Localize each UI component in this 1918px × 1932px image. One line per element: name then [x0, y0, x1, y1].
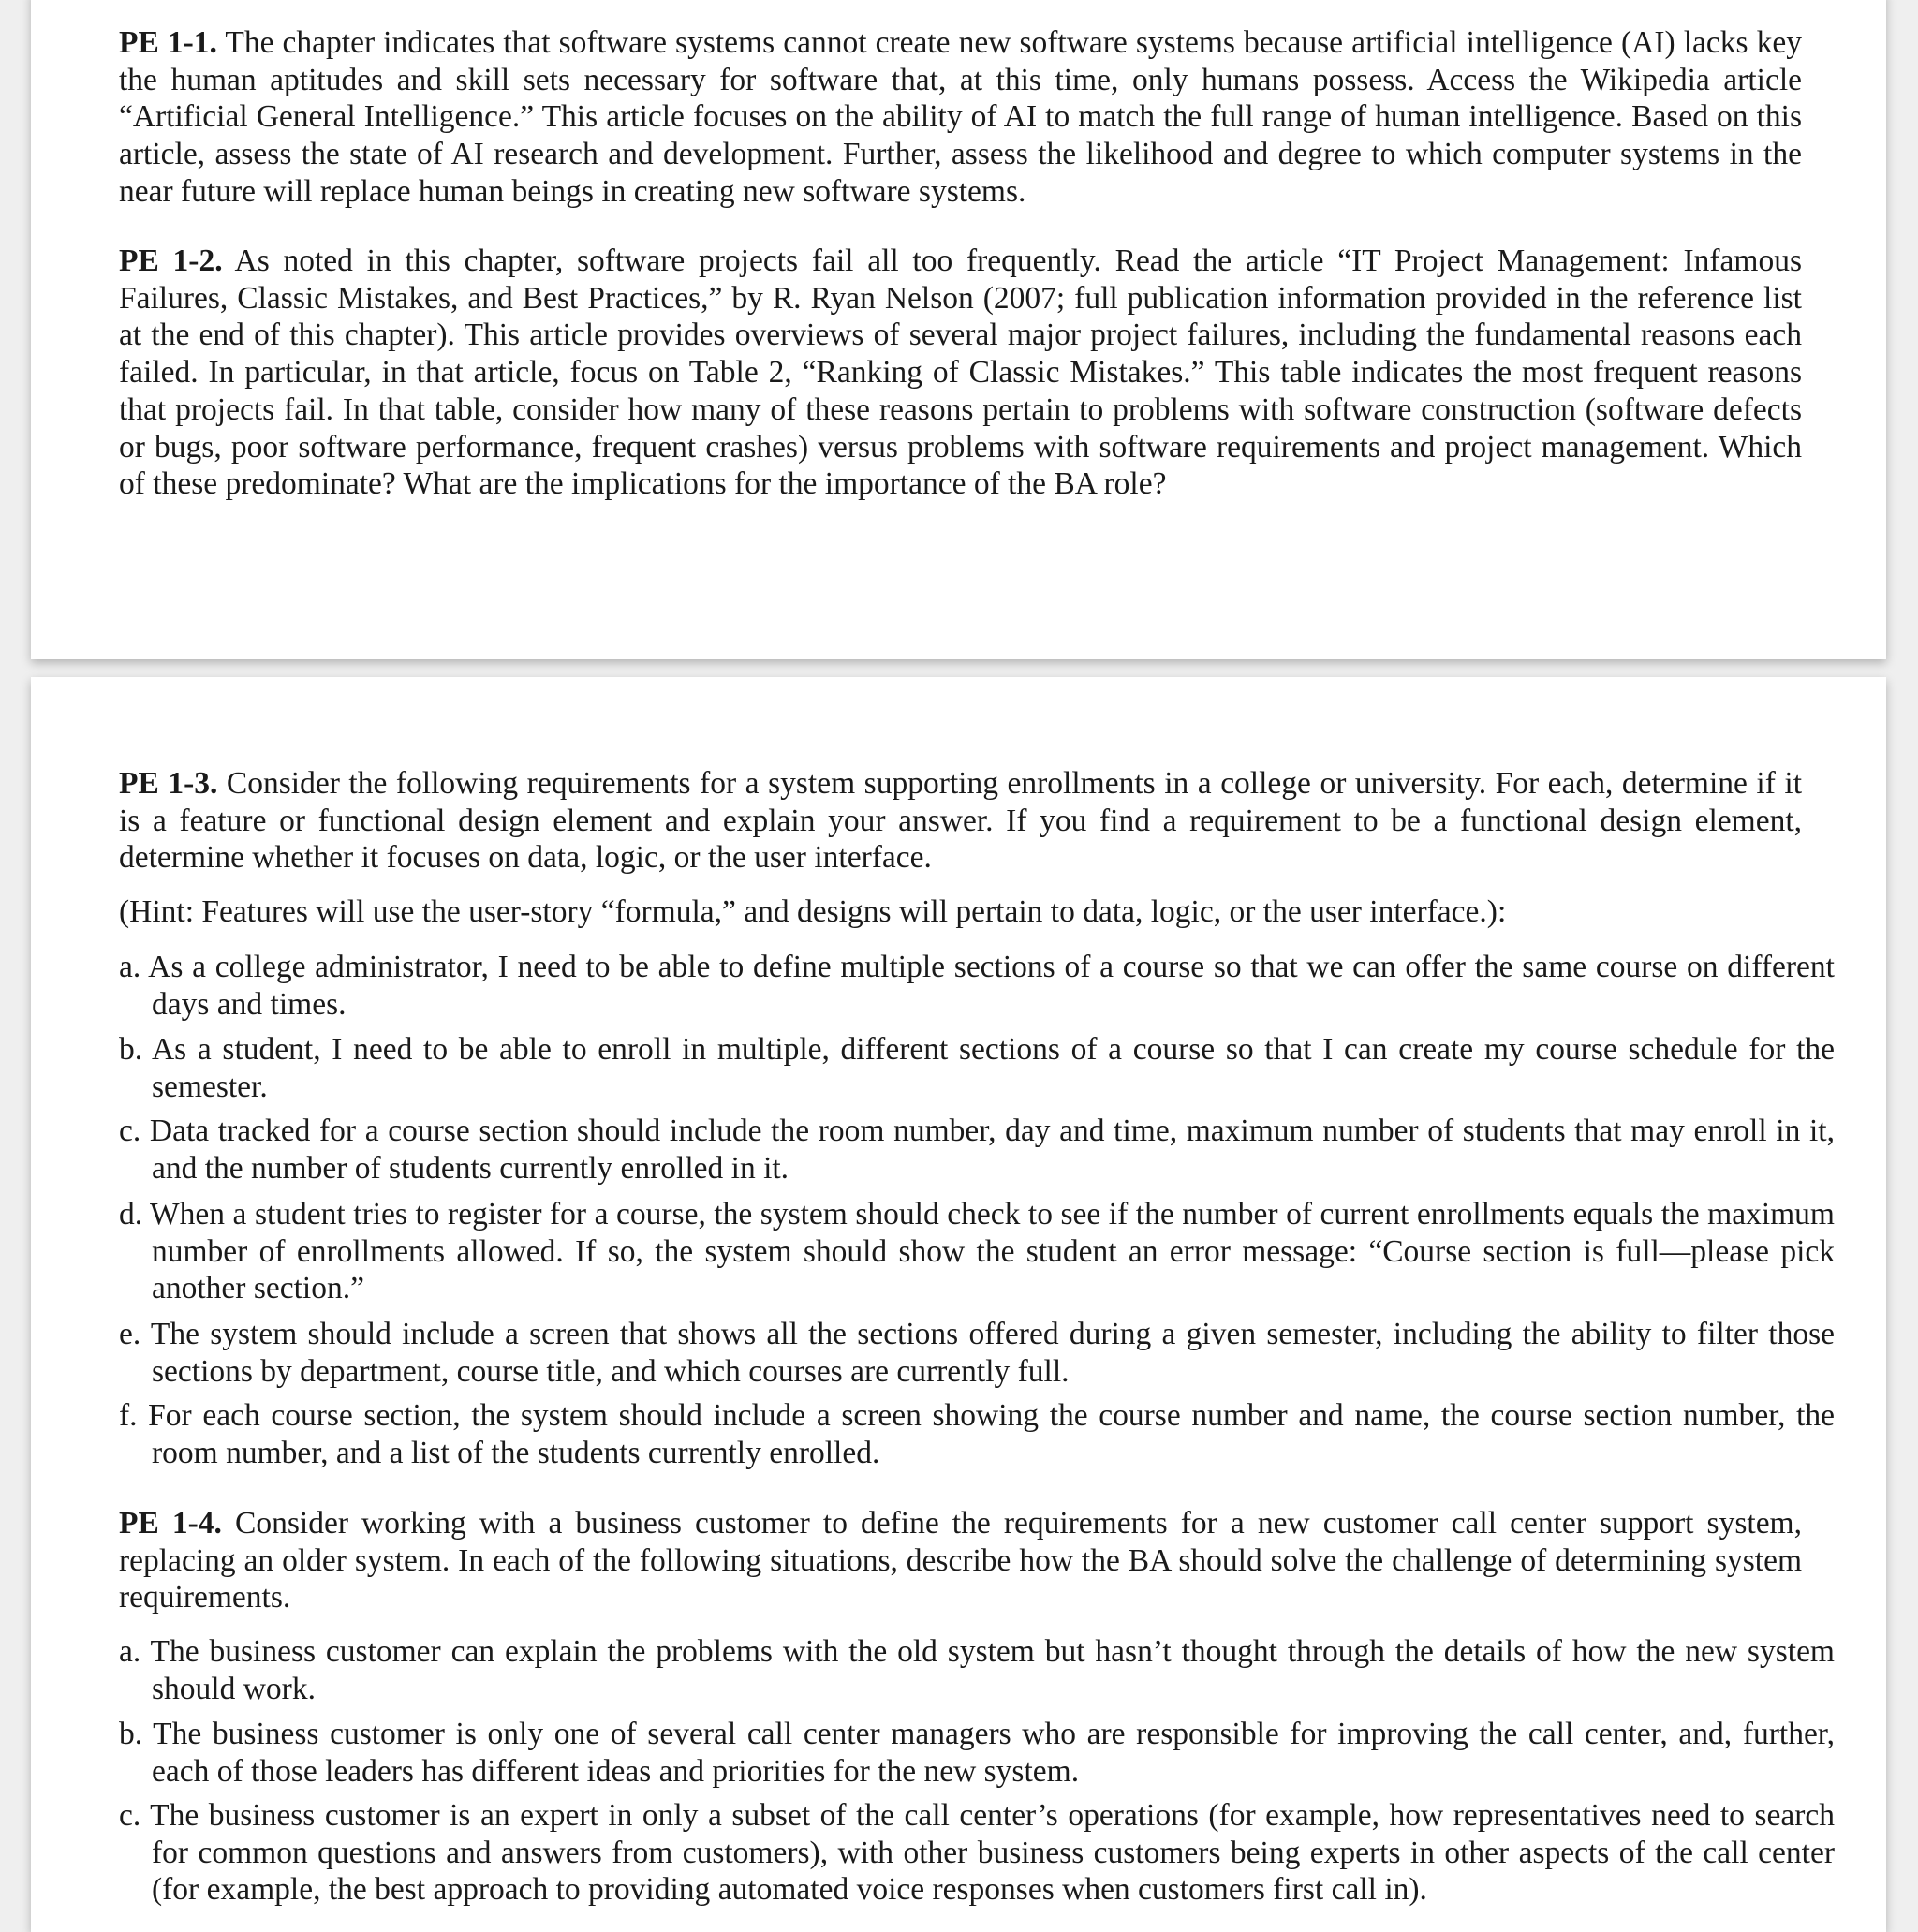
- exercise-hint: (Hint: Features will use the user-story “formula,” and designs will pertain to data, logic, or the user interface.):: [119, 894, 1507, 929]
- list-item: c. Data tracked for a course section should include the room number, day and time, maximum number of students that may enroll in it, and the number of students currently enrolled in it.: [119, 1113, 1835, 1186]
- exercise-text: Consider working with a business customer to define the requirements for a new customer call center support system, replacing an older system. In each of the following situations, describe how the BA should solve the challenge of determining system requirements.: [119, 1506, 1802, 1615]
- list-item: b. As a student, I need to be able to enroll in multiple, different sections of a course so that I can create my course schedule for the semester.: [119, 1032, 1835, 1104]
- exercise-text: Consider the following requirements for a system supporting enrollments in a college or university. For each, determine if it is a feature or functional design element and explain your answer. If you find a requirement to be a functional design element, determine whether it focuses on data, logic, or the user interface.: [119, 766, 1803, 876]
- exercise-label: PE 1-4.: [119, 1506, 222, 1541]
- exercise-text: As noted in this chapter, software projects fail all too frequently. Read the article “IT Project Management: Infamous Failures, Classic Mistakes, and Best Practices,” by R. Ryan Nelson (2007; full publication information provided in the reference list at the end of this chapter). This article provides overviews of several major project failures, including the fundamental reasons each failed. In particular, in that article, focus on Table 2, “Ranking of Classic Mistakes.” This table indicates the most frequent reasons that projects fail. In that table, consider how many of these reasons pertain to problems with software construction (software defects or bugs, poor software performance, frequent crashes) versus problems with software requirements and project management. Which of these predominate? What are the implications for the importance of the BA role?: [119, 243, 1802, 502]
- exercise-label: PE 1-2.: [119, 243, 223, 278]
- exercise-pe-1-1: [119, 24, 1802, 211]
- exercise-pe-1-2: [119, 243, 1802, 503]
- list-item: c. The business customer is an expert in only a subset of the call center’s operations (for example, how representatives need to search for common questions and answers from customers), with other business customers being experts in other aspects of the call center (for example, the best approach to providing automated voice responses when customers first call in).: [119, 1798, 1835, 1908]
- list-item: e. The system should include a screen that shows all the sections offered during a given semester, including the ability to filter those sections by department, course title, and which courses are currently full.: [119, 1317, 1835, 1389]
- list-item: d. When a student tries to register for a course, the system should check to see if the number of current enrollments equals the maximum number of enrollments allowed. If so, the system should show the student an error message: “Course section is full—please pick another section.”: [119, 1197, 1835, 1306]
- exercise-label: PE 1-1.: [119, 25, 217, 60]
- exercise-pe-1-3: [119, 765, 1802, 877]
- list-item: a. As a college administrator, I need to be able to define multiple sections of a course so that we can offer the same course on different days and times.: [119, 950, 1835, 1022]
- exercise-text: The chapter indicates that software systems cannot create new software systems because artificial intelligence (AI) lacks key the human aptitudes and skill sets necessary for software that, at this time, only humans possess. Access the Wikipedia article “Artificial General Intelligence.” This article focuses on the ability of AI to match the full range of human intelligence. Based on this article, assess the state of AI research and development. Further, assess the likelihood and degree to which computer systems in the near future will replace human beings in creating new software systems.: [119, 25, 1802, 209]
- list-item: b. The business customer is only one of several call center managers who are responsible for improving the call center, and, further, each of those leaders has different ideas and priorities for the new system.: [119, 1717, 1835, 1789]
- exercise-pe-1-4: [119, 1505, 1802, 1616]
- list-item: f. For each course section, the system should include a screen showing the course number and name, the course section number, the room number, and a list of the students currently enrolled.: [119, 1398, 1835, 1470]
- exercise-label: PE 1-3.: [119, 766, 218, 801]
- list-item: a. The business customer can explain the problems with the old system but hasn’t thought through the details of how the new system should work.: [119, 1634, 1835, 1706]
